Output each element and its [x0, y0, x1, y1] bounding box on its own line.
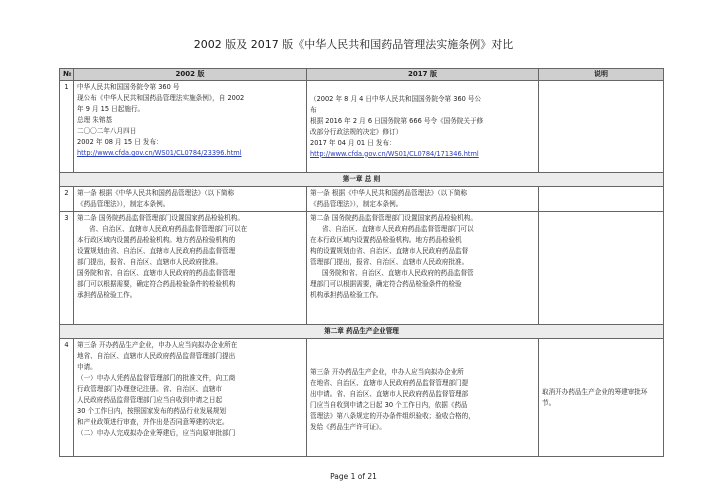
- text-line: 中华人民共和国国务院令第 360 号: [77, 83, 180, 91]
- text-line: 部门提出，报省、自治区、直辖市人民政府批准。: [77, 258, 223, 266]
- text-line: 管理法》第八条规定的开办条件组织验收；验收合格的，: [310, 412, 475, 420]
- table-row: [60, 212, 664, 325]
- header-number: №: [60, 69, 74, 81]
- table-row: [60, 187, 664, 212]
- cell-2017: [307, 212, 539, 325]
- cell-2017: [307, 187, 539, 212]
- page-footer: Page 1 of 21: [330, 472, 377, 481]
- text-line: （2002 年 8 月 4 日中华人民共和国国务院令第 360 号公: [310, 94, 482, 103]
- text-line: 2017 年 04 月 01 日 发布：: [310, 138, 396, 147]
- header-2017: 2017 版: [307, 69, 539, 81]
- row-number: 2: [60, 187, 74, 212]
- text-line: 申请。: [77, 363, 97, 371]
- text-line: 第三条 开办药品生产企业，申办人应当向拟办企业所: [310, 368, 464, 376]
- source-link-2002[interactable]: http://www.cfda.gov.cn/WS01/CL0784/23396.html: [77, 149, 242, 157]
- text-line: 发给《药品生产许可证》。: [310, 423, 386, 431]
- text-line: 年 9 月 15 日起施行。: [77, 105, 145, 113]
- chapter-heading: 第一章 总 则: [60, 173, 664, 187]
- text-line: 第二条 国务院药品监督管理部门设置国家药品检验机构。: [77, 214, 244, 222]
- text-line: 2002 年 08 月 15 日 发布：: [77, 138, 163, 146]
- text-line: 地省、自治区、直辖市人民政府药品监督管理部门提出: [77, 352, 236, 360]
- text-line: 国务院和省、自治区、直辖市人民政府的药品监督管: [322, 269, 474, 277]
- text-line: 承担药品检验工作。: [77, 291, 137, 299]
- cell-2017: [307, 81, 539, 173]
- row-number: 4: [60, 339, 74, 457]
- table-row: [60, 81, 664, 173]
- chapter-row: [60, 325, 664, 339]
- text-line: 布: [310, 105, 317, 114]
- text-line: 和产业政策进行审查，并作出是否同意筹建的决定。: [77, 418, 229, 426]
- text-line: 第一条 根据《中华人民共和国药品管理法》（以下简称: [310, 189, 468, 197]
- cell-note: [539, 212, 664, 325]
- cell-note: [539, 81, 664, 173]
- header-2002: 2002 版: [74, 69, 307, 81]
- text-line: 30 个工作日内，按照国家发布的药品行业发展规划: [77, 407, 226, 415]
- cell-2002: [74, 212, 307, 325]
- text-line: 二〇〇二年八月四日: [77, 127, 137, 135]
- row-number: 1: [60, 81, 74, 173]
- table-header-row: [60, 69, 664, 81]
- text-line: 管理部门提出，报省、自治区、直辖市人民政府批准。: [310, 258, 469, 266]
- text-line: 省、自治区、直辖市人民政府药品监督管理部门可以: [322, 225, 474, 233]
- text-line: 门应当自收到申请之日起 30 个工作日内，依据《药品: [310, 401, 468, 409]
- text-line: 《药品管理法》），制定本条例。: [310, 200, 403, 208]
- text-line: 根据 2016 年 2 月 6 日国务院第 666 号令《国务院关于修: [310, 116, 484, 125]
- text-line: （二）申办人完成拟办企业筹建后，应当向原审批部门: [77, 429, 236, 437]
- text-line: 在地省、自治区、直辖市人民政府药品监督管理部门提: [310, 379, 469, 387]
- header-note: 说明: [539, 69, 664, 81]
- table-row: [60, 339, 664, 457]
- source-link-2017[interactable]: http://www.cfda.gov.cn/WS01/CL0784/171346.html: [310, 149, 479, 158]
- chapter-heading: 第二章 药品生产企业管理: [60, 325, 664, 339]
- text-line: 行政管理部门办理登记注册。省、自治区、直辖市: [77, 385, 223, 393]
- text-line: 本行政区域内设置药品检验机构。地方药品检验机构的: [77, 236, 236, 244]
- text-line: 现公布《中华人民共和国药品管理法实施条例》，自 2002: [77, 94, 245, 102]
- text-line: 第二条 国务院药品监督管理部门设置国家药品检验机构。: [310, 214, 477, 222]
- cell-note: 取消开办药品生产企业的筹建审批环节。: [539, 339, 664, 457]
- document-title: 2002 版及 2017 版《中华人民共和国药品管理法实施条例》对比: [193, 38, 514, 51]
- text-line: 第三条 开办药品生产企业，申办人应当向拟办企业所在: [77, 341, 238, 349]
- cell-2002: [74, 81, 307, 173]
- text-line: 第一条 根据《中华人民共和国药品管理法》（以下简称: [77, 189, 235, 197]
- text-line: 改部分行政法规的决定》修订）: [310, 127, 403, 136]
- text-line: 部门可以根据需要，确定符合药品检验条件的检验机构: [77, 280, 236, 288]
- text-line: 构的设置规划由省、自治区、直辖市人民政府药品监督: [310, 247, 469, 255]
- cell-2017: [307, 339, 539, 457]
- text-line: 省、自治区、直辖市人民政府药品监督管理部门可以在: [89, 225, 248, 233]
- cell-2002: [74, 339, 307, 457]
- text-line: 国务院和省、自治区、直辖市人民政府的药品监督管理: [77, 269, 236, 277]
- text-line: 出申请。省、自治区、直辖市人民政府药品监督管理部: [310, 390, 469, 398]
- text-line: 在本行政区域内设置药品检验机构。地方药品检验机: [310, 236, 462, 244]
- cell-2002: [74, 187, 307, 212]
- text-line: 《药品管理法》），制定本条例。: [77, 200, 170, 208]
- comparison-table: [59, 68, 664, 457]
- text-line: 人民政府药品监督管理部门应当自收到申请之日起: [77, 396, 223, 404]
- row-number: 3: [60, 212, 74, 325]
- chapter-row: [60, 173, 664, 187]
- text-line: 理部门可以根据需要，确定符合药品检验条件的检验: [310, 280, 462, 288]
- text-line: 设置规划由省、自治区、直辖市人民政府药品监督管理: [77, 247, 236, 255]
- cell-note: [539, 187, 664, 212]
- text-line: 机构承担药品检验工作。: [310, 291, 383, 299]
- text-line: （一）申办人凭药品监督管理部门的批准文件，向工商: [77, 374, 236, 382]
- text-line: 总理 朱镕基: [77, 116, 113, 124]
